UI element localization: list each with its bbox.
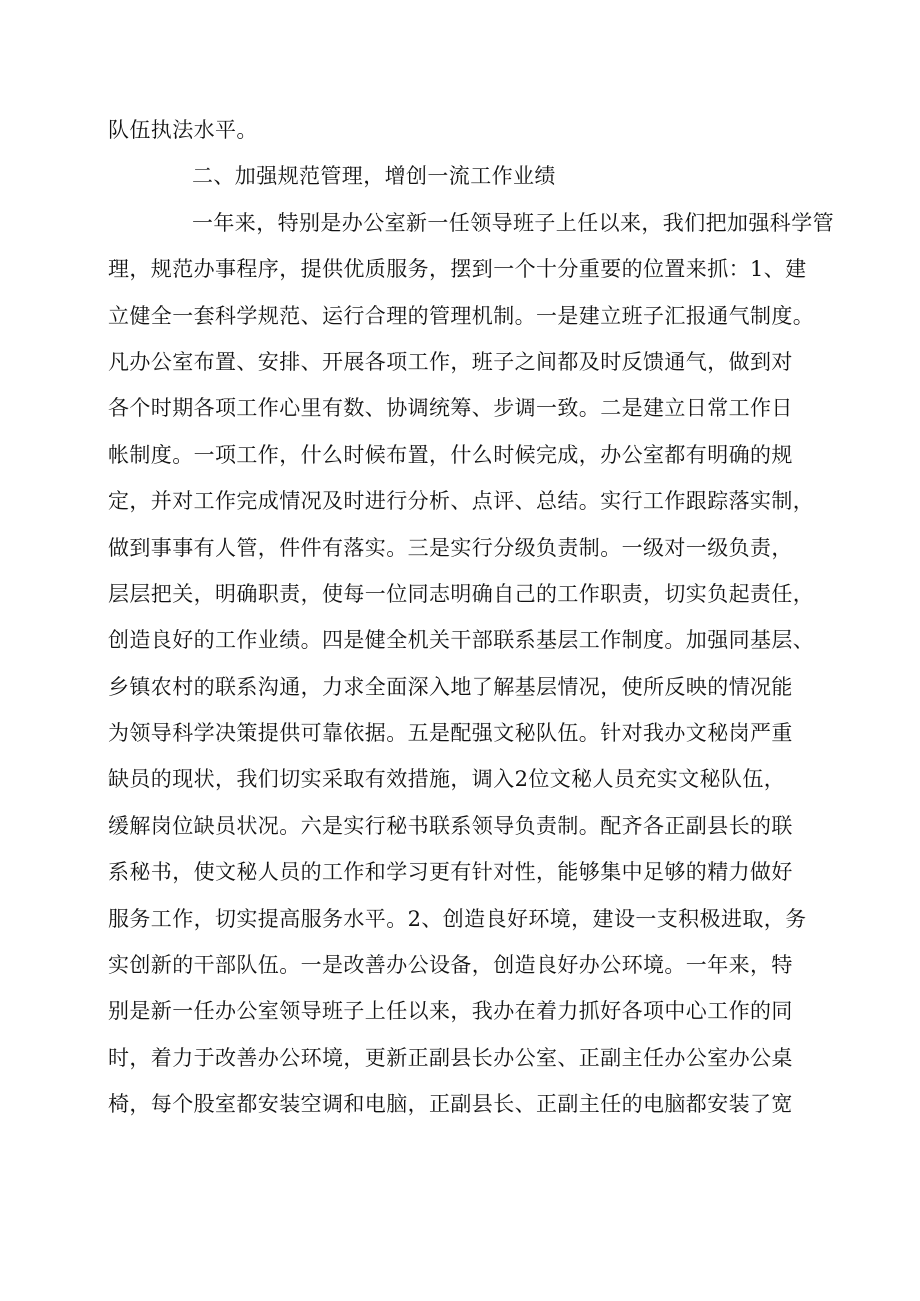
text-line: 椅，每个股室都安装空调和电脑，正副县长、正副主任的电脑都安装了宽 — [108, 1092, 793, 1117]
text-line: 服务工作，切实提高服务水平。2、创造良好环境，建设一支积极进取，务 — [108, 906, 807, 931]
text-line: 层层把关，明确职责，使每一位同志明确自己的工作职责，切实负起责任， — [108, 581, 815, 606]
text-line: 做到事事有人管，件件有落实。三是实行分级负责制。一级对一级负责， — [108, 535, 793, 560]
text-line: 创造良好的工作业绩。四是健全机关干部联系基层工作制度。加强同基层、 — [108, 628, 815, 653]
text-line: 队伍执法水平。 — [108, 118, 258, 142]
document-body — [108, 114, 834, 1135]
text-line: 立健全一套科学规范、运行合理的管理机制。一是建立班子汇报通气制度。 — [108, 303, 815, 328]
text-line: 一年来，特别是办公室新一任领导班子上任以来，我们把加强科学管 — [192, 210, 834, 235]
text-line: 凡办公室布置、安排、开展各项工作，班子之间都及时反馈通气，做到对 — [108, 349, 793, 374]
text-line: 缺员的现状，我们切实采取有效措施，调入2位文秘人员充实文秘队伍， — [108, 767, 786, 792]
text-line: 各个时期各项工作心里有数、协调统筹、步调一致。二是建立日常工作日 — [108, 396, 793, 421]
text-line: 别是新一任办公室领导班子上任以来，我办在着力抓好各项中心工作的同 — [108, 999, 793, 1024]
section-heading: 二、加强规范管理，增创一流工作业绩 — [192, 164, 556, 189]
text-line: 实创新的干部队伍。一是改善办公设备，创造良好办公环境。一年来，特 — [108, 953, 793, 978]
text-line: 时，着力于改善办公环境，更新正副县长办公室、正副主任办公室办公桌 — [108, 1045, 793, 1070]
text-line: 乡镇农村的联系沟通，力求全面深入地了解基层情况，使所反映的情况能 — [108, 674, 793, 699]
text-line: 定，并对工作完成情况及时进行分析、点评、总结。实行工作跟踪落实制， — [108, 489, 815, 514]
text-line: 理，规范办事程序，提供优质服务，摆到一个十分重要的位置来抓：1、建 — [108, 257, 807, 282]
text-line: 为领导科学决策提供可靠依据。五是配强文秘队伍。针对我办文秘岗严重 — [108, 721, 793, 746]
text-line: 帐制度。一项工作，什么时候布置，什么时候完成，办公室都有明确的规 — [108, 442, 793, 467]
text-line: 缓解岗位缺员状况。六是实行秘书联系领导负责制。配齐各正副县长的联 — [108, 813, 793, 838]
text-line: 系秘书，使文秘人员的工作和学习更有针对性，能够集中足够的精力做好 — [108, 860, 793, 885]
